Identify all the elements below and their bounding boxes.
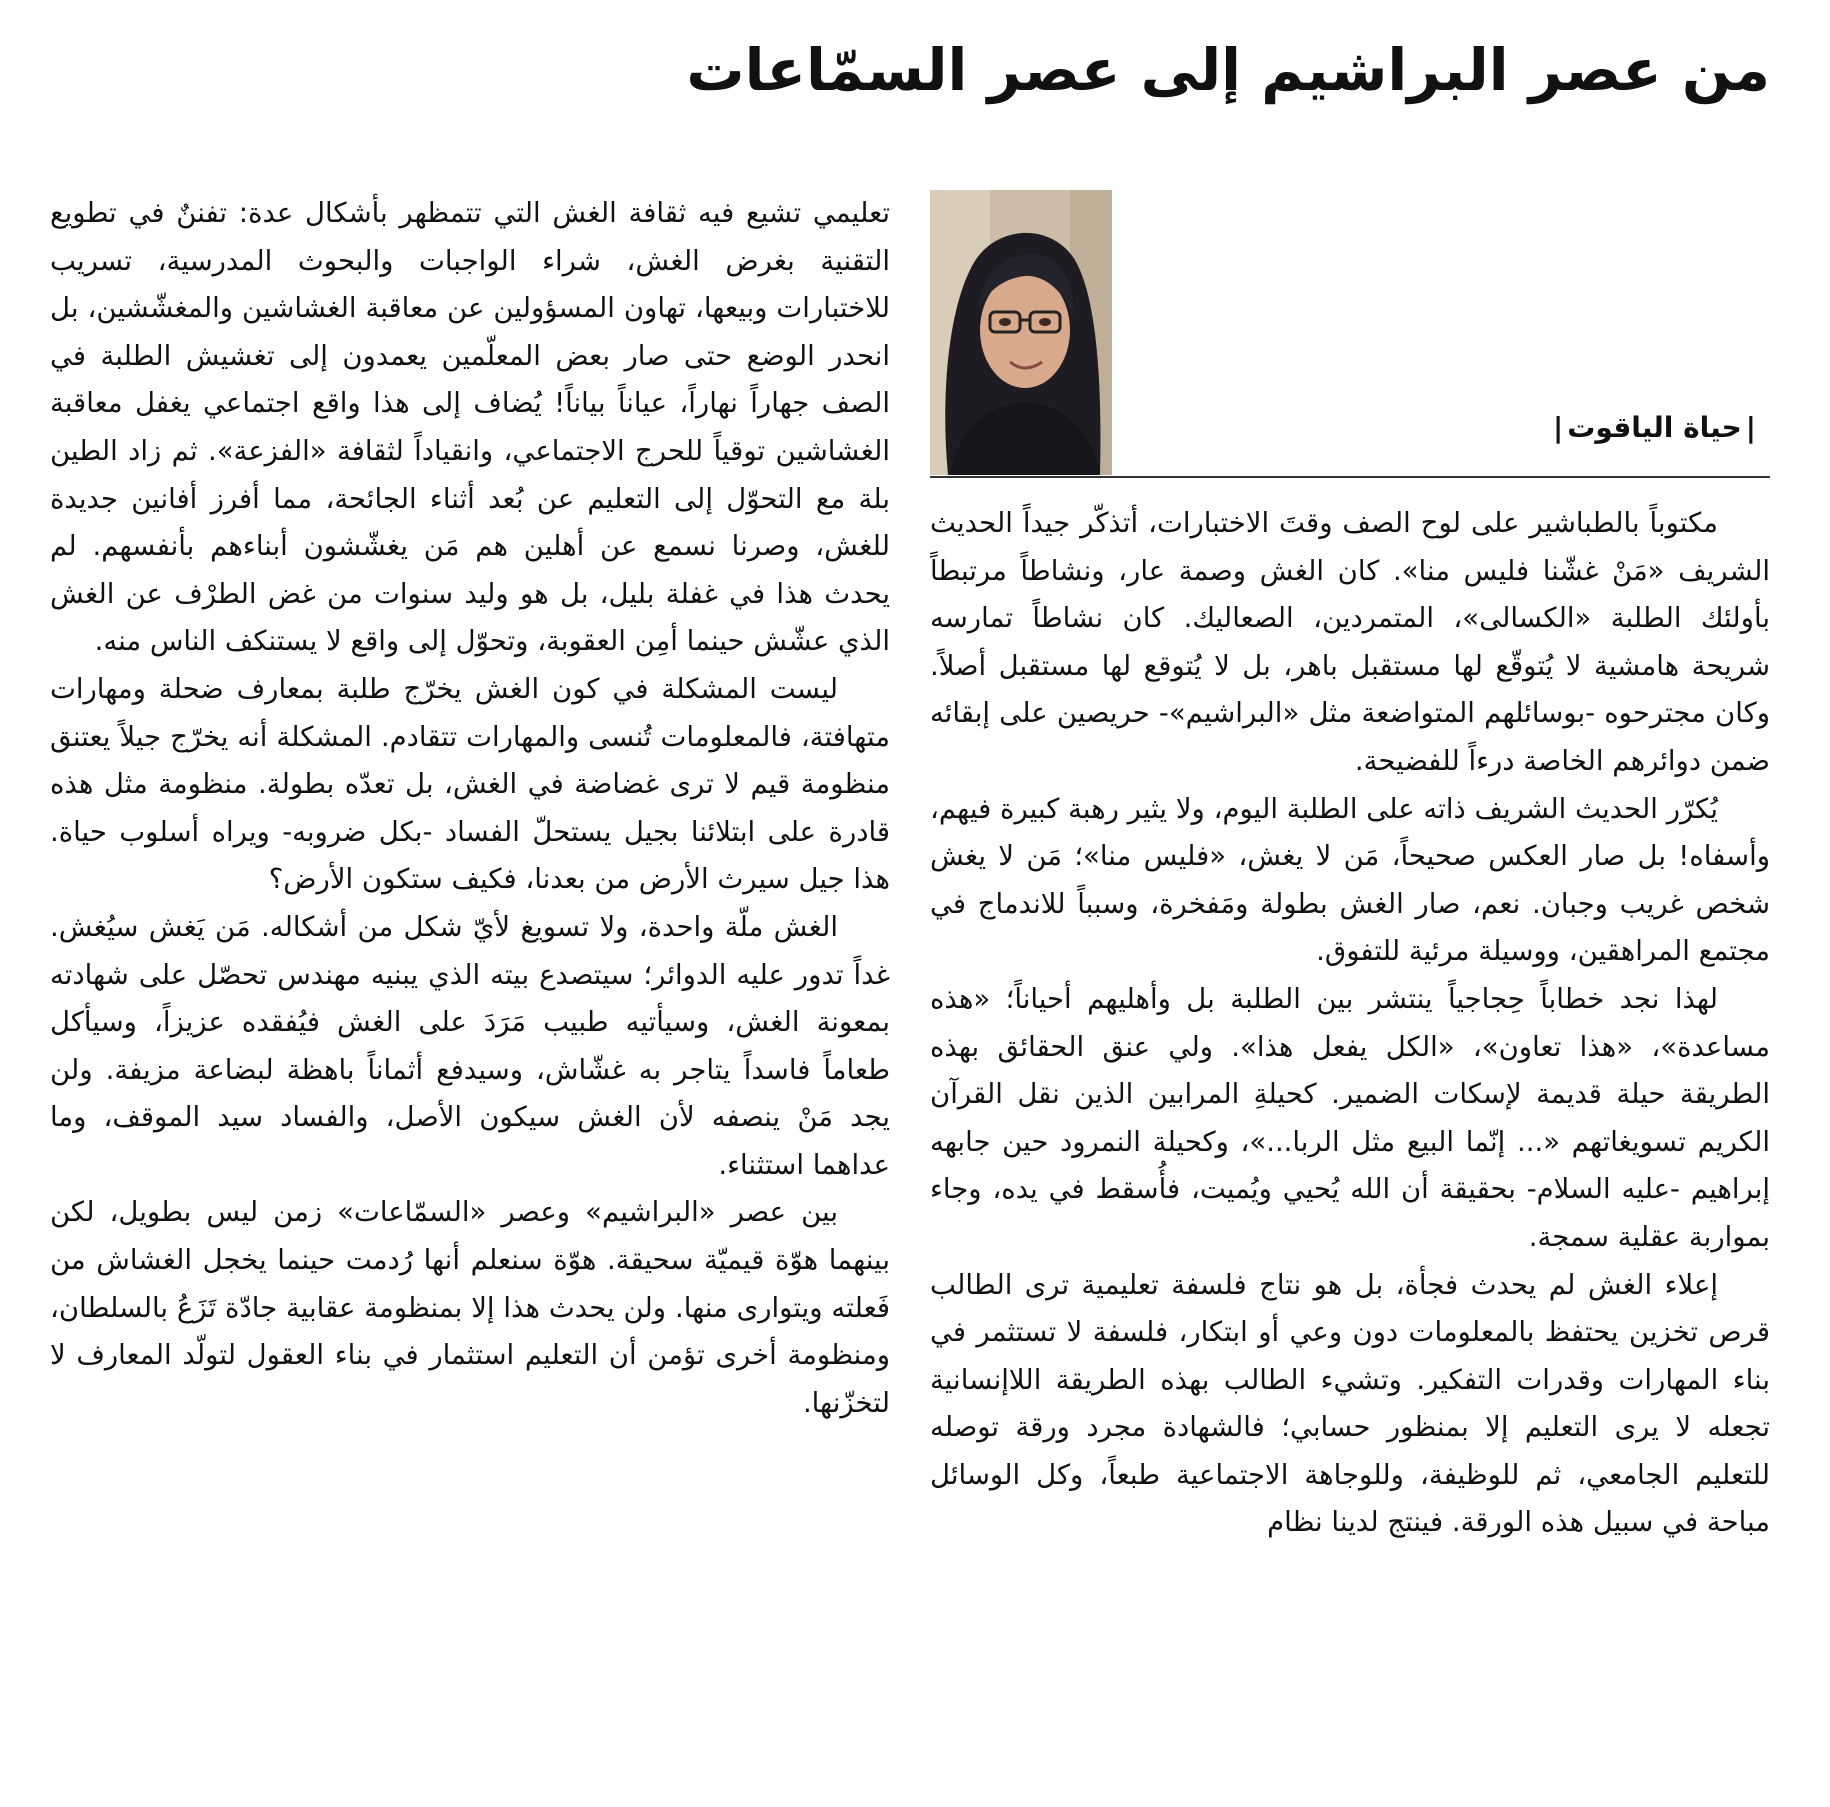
- paragraph: مكتوباً بالطباشير على لوح الصف وقتَ الاختبارات، أتذكّر جيداً الحديث الشريف «مَنْ غشّنا فليس منا». كان الغش وصمة عار، ونشاطاً مرتبطاً بأولئك الطلبة «الكسالى»، المتمردين، الصعاليك. كان نشاطاً تمارسه شريحة هامشية لا يُتوقّع لها مستقبل باهر، بل لا يُتوقع لها مستقبل أصلاً. وكان مجترحوه -بوسائلهم المتواضعة مثل «البراشيم»- حريصين على إبقائه ضمن دوائرهم الخاصة درءاً للفضيحة.: [930, 507, 1770, 777]
- byline-separator-left: |: [1553, 411, 1564, 444]
- byline-separator-right: |: [1745, 411, 1756, 444]
- byline-divider: [930, 476, 1770, 478]
- paragraph: تعليمي تشيع فيه ثقافة الغش التي تتمظهر بأشكال عدة: تفننٌ في تطويع التقنية بغرض الغش، شراء الواجبات والبحوث المدرسية، تسريب للاختبارات وبيعها، تهاون المسؤولين عن معاقبة الغشاشين والمغشّشين، بل انحدر الوضع حتى صار بعض المعلّمين يعمدون إلى تغشيش الطلبة في الصف جهاراً نهاراً، عياناً بياناً! يُضاف إلى هذا واقع اجتماعي يغفل معاقبة الغشاشين توقياً للحرج الاجتماعي، وانقياداً لثقافة «الفزعة». ثم زاد الطين بلة مع التحوّل إلى التعليم عن بُعد أثناء الجائحة، مما أفرز أفانين جديدة للغش، وصرنا نسمع عن أهلين هم مَن يغشّشون أبناءهم بأنفسهم. لم يحدث هذا في غفلة بليل، بل هو وليد سنوات من غض الطرْف عن الغش الذي عشّش حينما أمِن العقوبة، وتحوّل إلى واقع لا يستنكف الناس منه.: [50, 197, 890, 658]
- article-headline: من عصر البراشيم إلى عصر السمّاعات: [686, 36, 1770, 104]
- author-photo: [930, 190, 1112, 475]
- paragraph: إعلاء الغش لم يحدث فجأة، بل هو نتاج فلسفة تعليمية ترى الطالب قرص تخزين يحتفظ بالمعلومات دون وعي أو ابتكار، فلسفة لا تستثمر في بناء المهارات وقدرات التفكير. وتشيء الطالب بهذه الطريقة اللاإنسانية تجعله لا يرى التعليم إلا بمنظور حسابي؛ فالشهادة مجرد ورقة توصله للتعليم الجامعي، ثم للوظيفة، وللوجاهة الاجتماعية طبعاً، وكل الوسائل مباحة في سبيل هذه الورقة. فينتج لدينا نظام: [930, 1268, 1770, 1539]
- author-portrait-illustration: [930, 190, 1112, 475]
- author-name: حياة الياقوت: [1567, 411, 1742, 444]
- paragraph: الغش ملّة واحدة، ولا تسويغ لأيّ شكل من أشكاله. مَن يَغش سيُغش. غداً تدور عليه الدوائر؛ سيتصدع بيته الذي يبنيه مهندس تحصّل على شهادته بمعونة الغش، وسيأتيه طبيب مَرَدَ على الغش فيُفقده عزيزاً، وسيأكل طعاماً فاسداً يتاجر به غشّاش، وسيدفع أثماناً باهظة لبضاعة مزيفة. ولن يجد مَنْ ينصفه لأن الغش سيكون الأصل، والفساد سيد الموقف، وما عداهما استثناء.: [50, 910, 890, 1181]
- paragraph: ليست المشكلة في كون الغش يخرّج طلبة بمعارف ضحلة ومهارات متهافتة، فالمعلومات تُنسى والمهارات تتقادم. المشكلة أنه يخرّج جيلاً يعتنق منظومة قيم لا ترى غضاضة في الغش، بل تعدّه بطولة. منظومة مثل هذه قادرة على ابتلائنا بجيل يستحلّ الفساد -بكل ضروبه- ويراه أسلوب حياة. هذا جيل سيرث الأرض من بعدنا، فكيف ستكون الأرض؟: [50, 672, 890, 896]
- author-byline: [1549, 408, 1760, 448]
- paragraph: يُكرّر الحديث الشريف ذاته على الطلبة اليوم، ولا يثير رهبة كبيرة فيهم، وأسفاه! بل صار العكس صحيحاً، مَن لا يغش، «فليس منا»؛ مَن لا يغش شخص غريب وجبان. نعم، صار الغش بطولة ومَفخرة، وسبباً للاندماج في مجتمع المراهقين، ووسيلة مرئية للتفوق.: [930, 792, 1770, 968]
- author-block: [930, 190, 1770, 475]
- article-column-left: [50, 190, 890, 1427]
- paragraph: بين عصر «البراشيم» وعصر «السمّاعات» زمن ليس بطويل، لكن بينهما هوّة قيميّة سحيقة. هوّة سنعلم أنها رُدمت حينما يخجل الغشاش من فَعلته ويتوارى منها. ولن يحدث هذا إلا بمنظومة عقابية جادّة تَزَعُ بالسلطان، ومنظومة أخرى تؤمن أن التعليم استثمار في بناء العقول لتولّد المعارف لا لتخزّنها.: [50, 1196, 890, 1419]
- paragraph: لهذا نجد خطاباً حِجاجياً ينتشر بين الطلبة بل وأهليهم أحياناً؛ «هذه مساعدة»، «هذا تعاون»، «الكل يفعل هذا». ولي عنق الحقائق بهذه الطريقة حيلة قديمة لإسكات الضمير. كحيلةِ المرابين الذين نقل القرآن الكريم تسويغاتهم «... إنّما البيع مثل الربا...»، وكحيلة النمرود حين جابهه إبراهيم -عليه السلام- بحقيقة أن الله يُحيي ويُميت، فأُسقط في يده، وجاء بمواربة عقلية سمجة.: [930, 982, 1770, 1253]
- article-column-right: [930, 500, 1770, 1547]
